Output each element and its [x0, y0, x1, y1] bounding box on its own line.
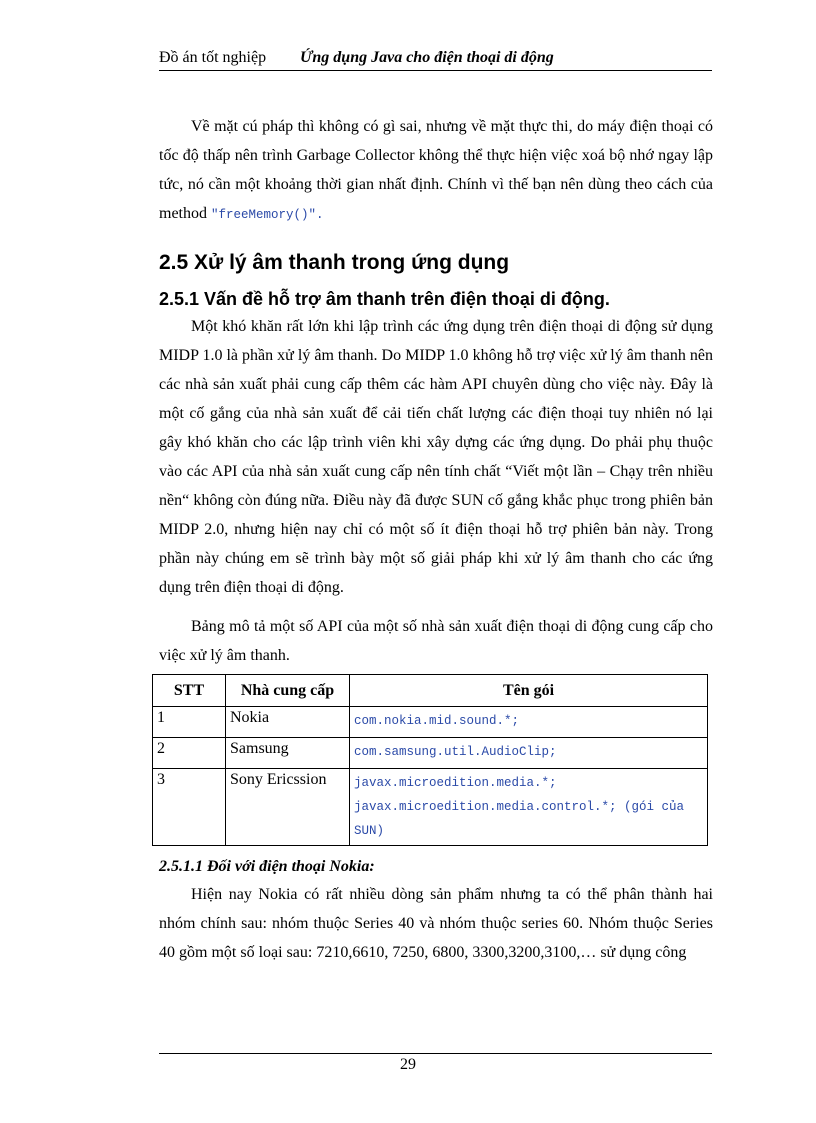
paragraph-nokia-series: Hiện nay Nokia có rất nhiều dòng sản phẩm nhưng ta có thể phân thành hai nhóm chính sau: nhóm thuộc Series 40 và nhóm thuộc series 60. Nhóm thuộc Series 40 gồm một số loại sau: 7210,6610, 7250, 6800, 3300,3200,3100,… sử dụng công: [159, 886, 713, 961]
page-header: [159, 48, 712, 71]
cell-stt: 3: [153, 769, 226, 846]
section-heading: 2.5 Xử lý âm thanh trong ứng dụng: [159, 251, 510, 274]
inline-code-free-memory: "freeMemory()".: [211, 208, 324, 222]
cell-stt: 1: [153, 707, 226, 738]
paragraph-garbage-collector: [159, 112, 713, 230]
cell-vendor: Nokia: [226, 707, 350, 738]
api-vendor-table: [152, 674, 708, 846]
cell-package: com.nokia.mid.sound.*;: [350, 707, 708, 738]
cell-vendor: Sony Ericssion: [226, 769, 350, 846]
paragraph-text: Về mặt cú pháp thì không có gì sai, nhưng về mặt thực thi, do máy điện thoại có tốc độ thấp nên trình Garbage Collector không thể thực hiện việc xoá bộ nhớ ngay lập tức, nó cần một khoảng thời gian nhất định. Chính vì thế bạn nên dùng theo cách của method: [159, 118, 713, 222]
table-row: [153, 707, 708, 738]
cell-stt: 2: [153, 738, 226, 769]
paragraph-audio-support: Một khó khăn rất lớn khi lập trình các ứng dụng trên điện thoại di động sử dụng MIDP 1.0 là phần xử lý âm thanh. Do MIDP 1.0 không hỗ trợ việc xử lý âm thanh nên các nhà sản xuất phải cung cấp thêm các hàm API chuyên dùng cho việc này. Đây là một cố gắng của nhà sản xuất để cải tiến chất lượng các điện thoại tuy nhiên nó lại gây khó khăn cho các lập trình viên khi xây dựng các ứng dụng. Do phải phụ thuộc vào các API của nhà sản xuất cung cấp nên tính chất “Viết một lần – Chạy trên nhiều nền“ không còn đúng nữa. Điều này đã được SUN cố gắng khắc phục trong phiên bản MIDP 2.0, nhưng hiện nay chỉ có một số ít điện thoại hỗ trợ phiên bản này. Trong phần này chúng em sẽ trình bày một số giải pháp khi xử lý âm thanh cho các ứng dụng trên điện thoại di động.: [159, 318, 713, 596]
table-header-row: [153, 675, 708, 707]
column-header-package: Tên gói: [350, 675, 708, 707]
footer-divider: [159, 1053, 712, 1054]
column-header-vendor: Nhà cung cấp: [226, 675, 350, 707]
subsection-heading: 2.5.1 Vấn đề hỗ trợ âm thanh trên điện thoại di động.: [159, 289, 610, 309]
table-row: [153, 738, 708, 769]
cell-package: com.samsung.util.AudioClip;: [350, 738, 708, 769]
column-header-stt: STT: [153, 675, 226, 707]
cell-vendor: Samsung: [226, 738, 350, 769]
header-document-type: Đồ án tốt nghiệp: [159, 49, 267, 66]
page-number: 29: [400, 1056, 416, 1073]
paragraph-table-intro: Bảng mô tả một số API của một số nhà sản xuất điện thoại di động cung cấp cho việc xử lý âm thanh.: [159, 618, 713, 664]
header-document-title: Ứng dụng Java cho điện thoại di động: [300, 49, 554, 66]
table-row: [153, 769, 708, 846]
cell-package: javax.microedition.media.*; javax.microedition.media.control.*; (gói của SUN): [350, 769, 708, 846]
nokia-subsection-heading: 2.5.1.1 Đối với điện thoại Nokia:: [159, 858, 375, 875]
